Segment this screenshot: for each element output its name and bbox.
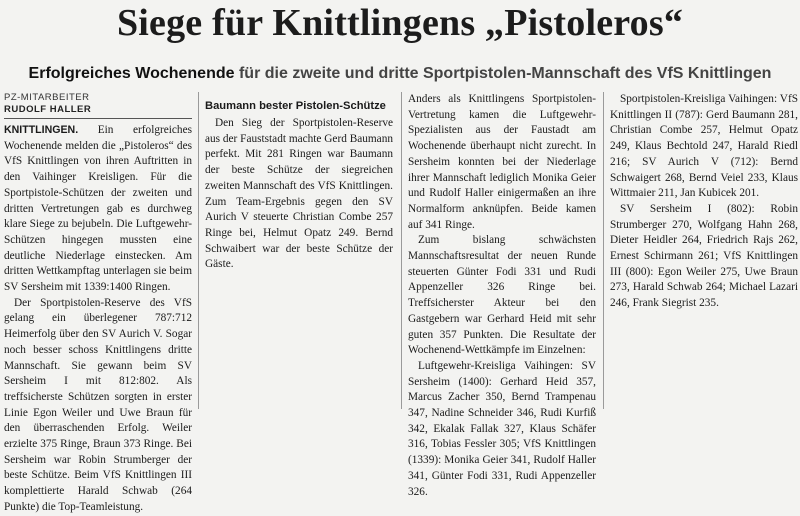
article-paragraph-5: Zum bislang schwächsten Mannschaftsresultat der neuen Runde steuerten Günter Fodi 331 und Rudi Appenzeller 326 Ringe bei. Treffsicherster Akteur bei den Gastgebern war Gerhard Heid mit sehr guten 357 Punkten. Die Resultate der Wochenend-Wettkämpfe im Einzelnen: [408, 234, 596, 357]
article-column-1 [4, 92, 192, 516]
column-divider [603, 92, 604, 409]
byline-role: PZ-MITARBEITER [4, 92, 90, 103]
dateline: KNITTLINGEN. [4, 124, 79, 136]
subheadline-rest: für die zweite und dritte Sportpistolen-Mannschaft des VfS Knittlingen [234, 65, 772, 82]
article-paragraph-2: Der Sportpistolen-Reserve des VfS gelang ein überlegener 787:712 Heimerfolg über den SV Aurich V. Sogar noch besser schoss Knittlingens dritte Mannschaft. Sie gewann beim SV Sersheim I mit 812:802. Als treffsicherste Schützen sorgten in erster Linie Egon Weiler und Uwe Braun für den überraschenden Erfolg. Weiler erzielte 375 Ringe, Braun 373 Ringe. Bei Sersheim war Robin Strumberger der beste Schütze. Beim VfS Knittlingen III komplettierte Harald Schwab (264 Punkte) die Top-Teamleistung. [4, 296, 192, 513]
article-paragraph-8: SV Sersheim I (802): Robin Strumberger 270, Wolfgang Hahn 268, Dieter Heidler 264, Friedrich Rajs 262, Ernest Schirmann 261; VfS Knittlingen III (800): Egon Weiler 275, Uwe Braun 273, Harald Schwab 264; Michael Lazari 246, Frank Siegrist 235. [610, 202, 798, 310]
column-divider [401, 92, 402, 409]
subheadline-lead: Erfolgreiches Wochenende [28, 65, 235, 82]
article-column-3 [408, 92, 596, 500]
article-paragraph-4: Anders als Knittlingens Sportpistolen-Vertretung kamen die Luftgewehr-Spezialisten aus der Faustadt am Wochenende überhaupt nicht zurecht. In Sersheim konnten bei der Niederlage ihrer Mannschaft lediglich Monika Geier und Rudolf Haller einigermaßen an ihre Normalform anknüpfen. Beide kamen auf 341 Ringe. [408, 93, 596, 231]
article-subhead: Baumann bester Pistolen-Schütze [205, 100, 386, 112]
column-divider [198, 92, 199, 409]
article-column-4 [610, 92, 798, 312]
byline-divider [4, 118, 192, 119]
byline [4, 92, 192, 115]
article-column-2 [205, 68, 393, 273]
article-paragraph-6: Luftgewehr-Kreisliga Vaihingen: SV Sersheim (1400): Gerhard Heid 357, Marcus Zacher 350, Bernd Trampenau 347, Nadine Schneider 346, Rudi Kurfiß 342, Ekalak Fallak 327, Klaus Schäfer 316, Tobias Fessler 305; VfS Knittlingen (1339): Monika Geier 341, Rudolf Haller 341, Günter Fodi 331, Rudi Appenzeller 326. [408, 359, 596, 498]
paragraph-1-text: Ein erfolgreiches Wochenende melden die „Pistoleros“ des VfS Knittlingen von ihren Auftritten in den Vaihinger Kreisligen. Für die Sportpistole-Schützen der zweiten und dritten Vertretungen gab es durchweg klare Siege zu bejubeln. Die Luftgewehr-Schützen hingegen mussten eine deutliche Niederlage einstecken. Am dritten Wettkampftag unterlagen sie beim SV Sersheim mit 1339:1400 Ringen. [4, 124, 192, 294]
article-paragraph-7: Sportpistolen-Kreisliga Vaihingen: VfS Knittlingen II (787): Gerd Baumann 281, Christian Combe 257, Helmut Opatz 249, Klaus Bechtold 247, Harald Riedl 216; SV Aurich V (712): Bernd Schwaigert 268, Bernd Veiel 233, Klaus Wittmaier 211, Jan Kubicek 201. [610, 93, 798, 200]
headline: Siege für Knittlingens „Pistoleros“ [116, 2, 684, 44]
article-paragraph-1 [4, 123, 192, 296]
article-paragraph-3: Den Sieg der Sportpistolen-Reserve aus der Fauststadt machte Gerd Baumann perfekt. Mit 281 Ringen war Baumann der beste Schütze der siegreichen zweiten Mannschaft des VfS Knittlingen. Zum Team-Ergebnis gegen den SV Aurich V steuerte Christian Combe 257 Ringe bei, Helmut Opatz 249. Bernd Schwaibert war der beste Schütze der Gäste. [205, 117, 393, 271]
byline-name: RUDOLF HALLER [4, 103, 92, 115]
subheadline [0, 64, 800, 84]
